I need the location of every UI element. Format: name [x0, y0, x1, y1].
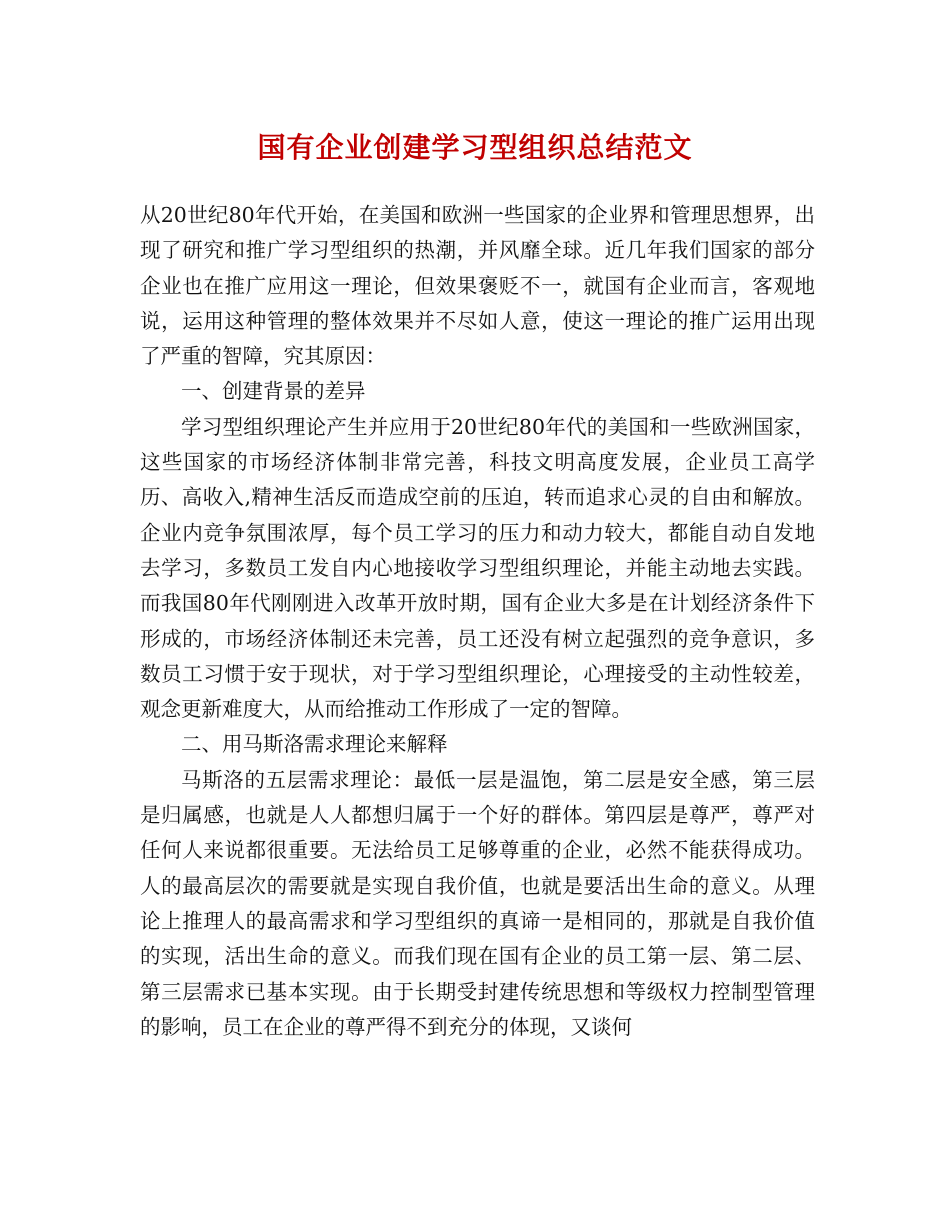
- document-title: 国有企业创建学习型组织总结范文: [257, 131, 693, 164]
- section-heading-2: 二、用马斯洛需求理论来解释: [181, 732, 448, 757]
- section-heading-1: 一、创建背景的差异: [181, 379, 366, 404]
- intro-paragraph: 从20世纪80年代开始，在美国和欧洲一些国家的企业界和管理思想界，出现了研究和推广学习型组织的热潮，并风靡全球。近几年我们国家的部分企业也在推广应用这一理论，但效果褒贬不一，就国有企业而言，客观地说，运用这种管理的整体效果并不尽如人意，使这一理论的推广运用出现了严重的智障，究其原因：: [140, 203, 815, 369]
- document-body: [140, 198, 815, 1045]
- section-2-paragraph: 马斯洛的五层需求理论：最低一层是温饱，第二层是安全感，第三层是归属感，也就是人人都想归属于一个好的群体。第四层是尊严，尊严对任何人来说都很重要。无法给员工足够尊重的企业，必然不能获得成功。人的最高层次的需要就是实现自我价值，也就是要活出生命的意义。从理论上推理人的最高需求和学习型组织的真谛一是相同的，那就是自我价值的实现，活出生命的意义。而我们现在国有企业的员工第一层、第二层、第三层需求已基本实现。由于长期受封建传统思想和等级权力控制型管理的影响，员工在企业的尊严得不到充分的体现，又谈何: [140, 767, 815, 1039]
- section-1-paragraph: 学习型组织理论产生并应用于20世纪80年代的美国和一些欧洲国家，这些国家的市场经济体制非常完善，科技文明高度发展，企业员工高学历、高收入,精神生活反而造成空前的压迫，转而追求心灵的自由和解放。企业内竞争氛围浓厚，每个员工学习的压力和动力较大，都能自动自发地去学习，多数员工发自内心地接收学习型组织理论，并能主动地去实践。而我国80年代刚刚进入改革开放时期，国有企业大多是在计划经济条件下形成的，市场经济体制还未完善，员工还没有树立起强烈的竞争意识，多数员工习惯于安于现状，对于学习型组织理论，心理接受的主动性较差，观念更新难度大，从而给推动工作形成了一定的智障。: [140, 414, 815, 722]
